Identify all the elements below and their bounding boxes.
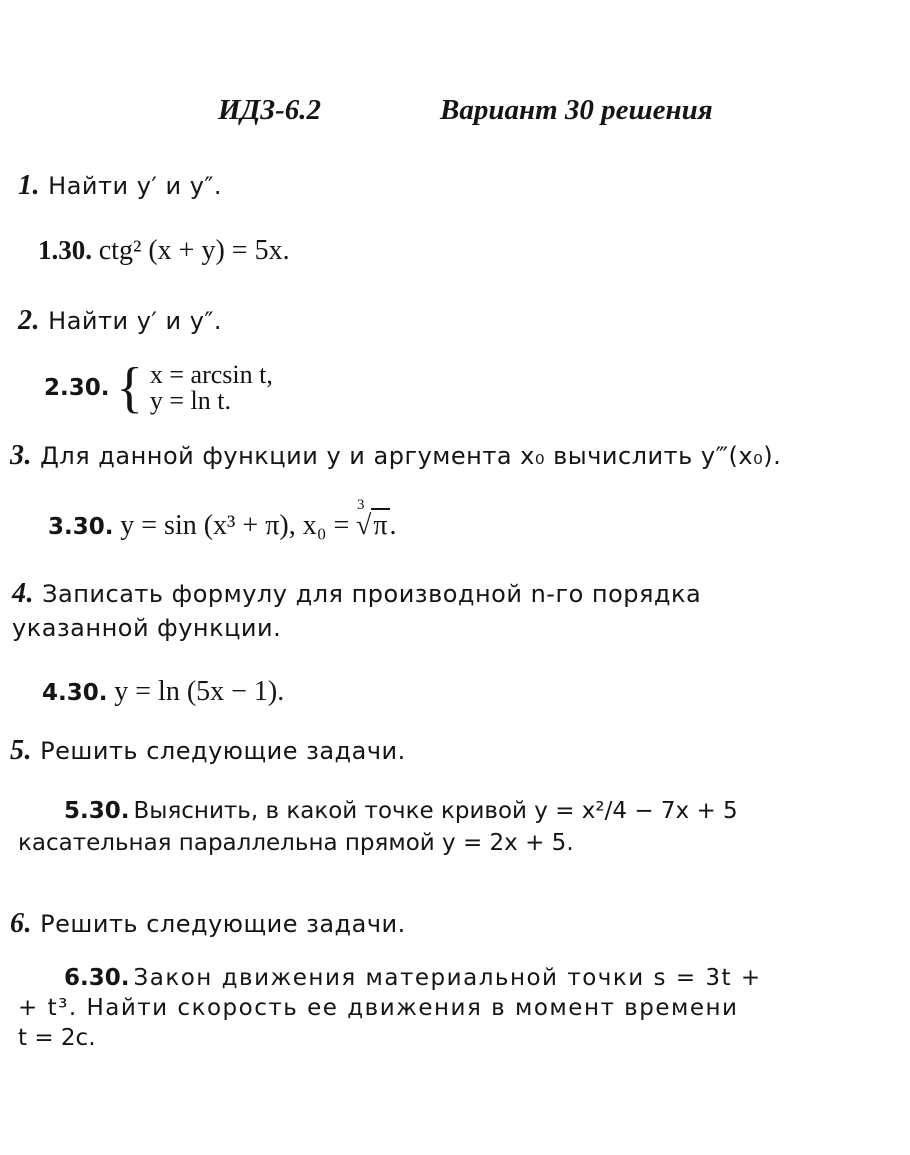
problem-text-line-2: касательная параллельна прямой y = 2x + 5. bbox=[18, 830, 574, 856]
task-text-line-2: указанной функции. bbox=[12, 614, 282, 642]
problem-text-line-1: Выяснить, в какой точке кривой y = x²/4 − 7x + 5 bbox=[133, 798, 738, 824]
problem-5-30 bbox=[18, 798, 738, 856]
problem-number: 3.30. bbox=[48, 514, 114, 540]
formula-tail: . bbox=[389, 510, 397, 541]
task-1 bbox=[18, 170, 222, 202]
problem-formula: ctg² (x + y) = 5x. bbox=[98, 235, 290, 266]
problem-6-30 bbox=[18, 965, 798, 1051]
problem-number: 5.30. bbox=[64, 798, 130, 824]
task-6 bbox=[10, 908, 406, 940]
problem-3-30 bbox=[48, 497, 397, 542]
root-argument: π bbox=[373, 510, 388, 541]
task-text: Найти y′ и y″. bbox=[48, 307, 223, 335]
problem-number: 4.30. bbox=[42, 680, 108, 706]
variant-title: Вариант 30 решения bbox=[440, 94, 713, 126]
root-degree: 3 bbox=[357, 497, 365, 513]
task-number: 6. bbox=[10, 908, 32, 939]
problem-text-line-1: Закон движения материальной точки s = 3t + bbox=[133, 965, 762, 991]
problem-2-30 bbox=[44, 357, 273, 419]
task-5 bbox=[10, 735, 406, 767]
system-line-1: x = arcsin t, bbox=[149, 360, 273, 389]
problem-number: 1.30. bbox=[38, 235, 92, 265]
problem-1-30 bbox=[38, 235, 290, 267]
task-number: 3. bbox=[10, 440, 32, 471]
task-number: 5. bbox=[10, 735, 32, 766]
system-brace-icon: { bbox=[116, 357, 144, 419]
system-line-2: y = ln t. bbox=[149, 386, 232, 415]
document-code: ИДЗ-6.2 bbox=[218, 94, 322, 126]
task-text-line-1: Записать формулу для производной n-го порядка bbox=[42, 580, 702, 608]
task-3 bbox=[10, 440, 781, 472]
task-text: Для данной функции y и аргумента x₀ вычислить y‴(x₀). bbox=[40, 442, 782, 470]
cube-root: 3 √π bbox=[356, 497, 388, 541]
problem-number: 6.30. bbox=[64, 965, 130, 991]
task-text: Найти y′ и y″. bbox=[48, 172, 223, 200]
problem-formula: y = sin (x³ + π), x₀ = bbox=[120, 510, 350, 541]
task-text: Решить следующие задачи. bbox=[40, 737, 406, 765]
problem-4-30 bbox=[42, 676, 284, 708]
problem-text-line-3: t = 2c. bbox=[18, 1025, 96, 1051]
task-number: 1. bbox=[18, 170, 40, 201]
task-text: Решить следующие задачи. bbox=[40, 910, 406, 938]
task-number: 4. bbox=[12, 578, 34, 609]
task-number: 2. bbox=[18, 305, 40, 336]
problem-text-line-2: + t³. Найти скорость ее движения в момент времени bbox=[18, 995, 739, 1021]
task-4 bbox=[12, 578, 701, 642]
problem-formula: y = ln (5x − 1). bbox=[114, 676, 285, 707]
problem-number: 2.30. bbox=[44, 375, 110, 401]
task-2 bbox=[18, 305, 222, 337]
system-equations bbox=[150, 362, 273, 414]
